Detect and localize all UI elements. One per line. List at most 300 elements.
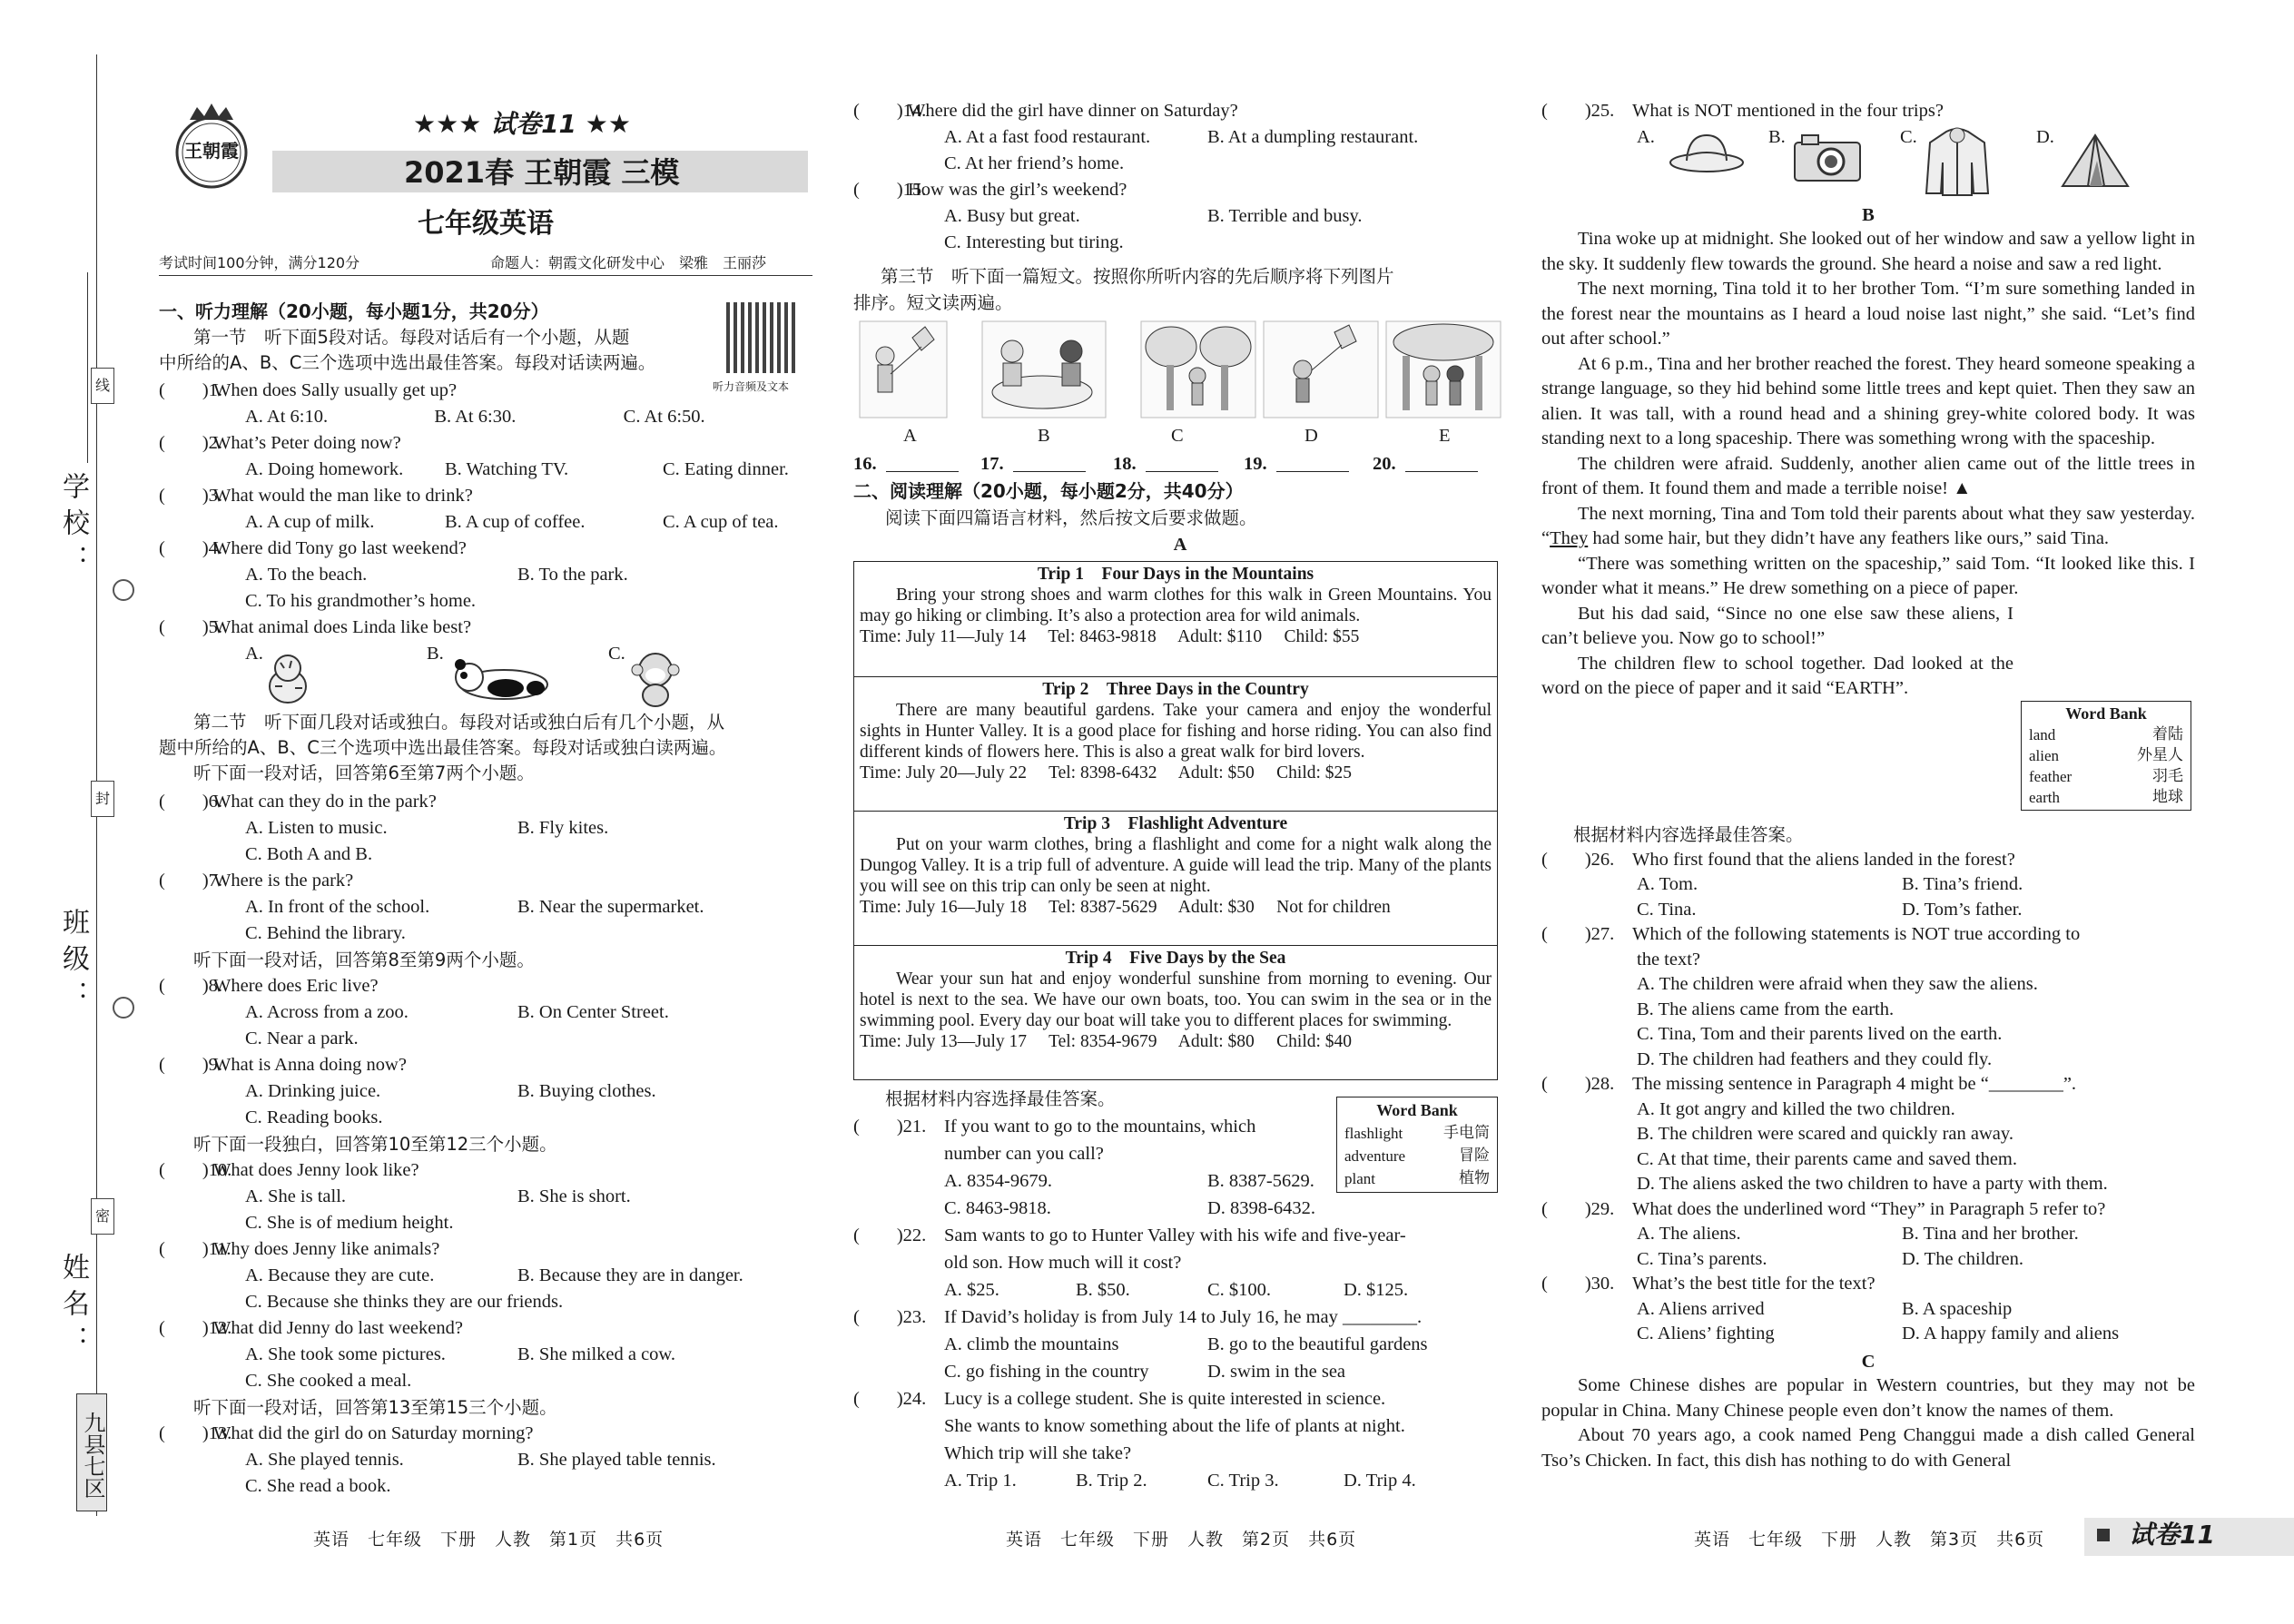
question-3 xyxy=(159,483,812,509)
word-bank-title: Word Bank xyxy=(1376,1101,1458,1119)
question-number: ( )30. xyxy=(1541,1274,1615,1294)
option-b[interactable]: B. Tina and her brother. xyxy=(1902,1224,2079,1244)
meaning: 植物 xyxy=(1459,1169,1490,1187)
question-number: ( )14. xyxy=(853,101,927,121)
option-b[interactable]: B. The aliens came from the earth. xyxy=(1637,999,1895,1019)
options-6c[interactable] xyxy=(159,842,812,868)
question-27 xyxy=(1541,922,2195,948)
option-a[interactable]: A. Because they are cute. xyxy=(245,1265,435,1285)
question-number: ( )1. xyxy=(159,380,223,400)
options-4c[interactable] xyxy=(159,588,812,615)
question-text: Where did Tony go last weekend? xyxy=(213,538,467,558)
options-1[interactable] xyxy=(159,404,812,430)
question-number: ( )24. xyxy=(853,1389,927,1409)
logo xyxy=(159,100,268,191)
part2-title: 二、阅读理解（20小题，每小题2分，共40分） xyxy=(853,480,1244,502)
instruction: 听下面一段对话，回答第8至第9两个小题。 xyxy=(193,950,535,970)
question-text: What animal does Linda like best? xyxy=(213,617,472,637)
word-bank-2 xyxy=(2021,701,2191,811)
option-d[interactable]: D. A happy family and aliens xyxy=(1902,1324,2120,1343)
options-27c[interactable] xyxy=(1541,1022,2195,1048)
tiger-icon xyxy=(261,650,315,706)
question-text: Where does Eric live? xyxy=(213,976,379,996)
exam-title: 2021春 王朝霞 三模 xyxy=(404,155,680,190)
option-b[interactable]: B. xyxy=(1768,127,1786,147)
blank-line[interactable] xyxy=(1013,471,1086,472)
picture-label: D xyxy=(1305,426,1318,446)
option-c[interactable]: C. xyxy=(608,644,625,664)
options-23[interactable] xyxy=(853,1331,1507,1358)
word-row xyxy=(2029,724,2183,745)
option-a[interactable]: A. xyxy=(245,644,263,664)
trip-child: Child: $40 xyxy=(1276,1032,1353,1051)
question-text: What’s Peter doing now? xyxy=(213,433,401,453)
line-mark: 线 xyxy=(91,368,114,404)
question-number: ( )15. xyxy=(853,180,927,200)
question-number: ( )13. xyxy=(159,1423,232,1443)
blank-number: 19. xyxy=(1244,454,1267,474)
trips-box xyxy=(853,561,1498,1080)
option-d[interactable]: D. swim in the sea xyxy=(1207,1362,1346,1382)
options-23cd[interactable] xyxy=(853,1358,1507,1385)
option-c[interactable]: C. Tina, Tom and their parents lived on the earth. xyxy=(1637,1024,2003,1044)
option-d[interactable]: D. The aliens asked the two children to have a party with them. xyxy=(1637,1174,2108,1194)
question-text: Why does Jenny like animals? xyxy=(213,1239,440,1259)
options-9[interactable] xyxy=(159,1078,812,1105)
option-b[interactable]: B. Watching TV. xyxy=(445,459,569,479)
trip-info xyxy=(860,763,1492,783)
option-c[interactable]: C. Near a park. xyxy=(245,1029,359,1048)
qr-code-icon[interactable] xyxy=(726,302,797,373)
option-c[interactable]: C. Aliens’ fighting xyxy=(1637,1324,1775,1343)
options-28a[interactable] xyxy=(1541,1097,2195,1123)
trip-title: Trip 3 Flashlight Adventure xyxy=(1063,814,1288,833)
options-27b[interactable] xyxy=(1541,998,2195,1023)
option-a[interactable]: A. xyxy=(1637,127,1655,147)
option-a[interactable]: A. In front of the school. xyxy=(245,897,430,917)
options-9c[interactable] xyxy=(159,1105,812,1131)
question-number: ( )12. xyxy=(159,1318,232,1338)
option-b[interactable]: B. A cup of coffee. xyxy=(445,512,586,532)
instruction: 听下面一段独白，回答第10至第12三个小题。 xyxy=(193,1134,557,1155)
name-label: 姓名： xyxy=(57,1253,89,1362)
option-b[interactable]: B. Because they are in danger. xyxy=(517,1265,743,1285)
option-a[interactable]: A. At 6:10. xyxy=(245,407,329,427)
options-25[interactable] xyxy=(1541,124,2195,206)
question-24 xyxy=(853,1385,1507,1412)
trip-title: Trip 2 Three Days in the Country xyxy=(1042,680,1309,699)
option-b[interactable]: B. To the park. xyxy=(517,565,628,585)
passage-b xyxy=(1541,227,2195,702)
option-d[interactable]: D. Trip 4. xyxy=(1344,1471,1416,1491)
option-c[interactable]: C. Trip 3. xyxy=(1207,1471,1279,1491)
part1-title: 一、听力理解（20小题，每小题1分，共20分） xyxy=(159,300,549,322)
option-b[interactable]: B. $50. xyxy=(1076,1280,1130,1300)
option-b[interactable]: B. Fly kites. xyxy=(517,818,609,838)
trip-3 xyxy=(854,812,1497,946)
question-text: What does the underlined word “They” in Paragraph 5 refer to? xyxy=(1632,1198,2106,1219)
option-b[interactable]: B. She played table tennis. xyxy=(517,1450,716,1470)
blank-line[interactable] xyxy=(1405,471,1478,472)
option-a[interactable]: A. The children were afraid when they saw the aliens. xyxy=(1637,974,2038,994)
question-5 xyxy=(159,615,812,641)
picture-label: E xyxy=(1439,426,1451,446)
word: feather xyxy=(2029,768,2072,785)
option-c[interactable]: C. Because she thinks they are our friends. xyxy=(245,1292,564,1312)
options-26cd[interactable] xyxy=(1541,898,2195,923)
option-a[interactable]: A. $25. xyxy=(944,1280,999,1300)
trip-tel: Tel: 8463-9818 xyxy=(1048,627,1157,646)
question-number: ( )27. xyxy=(1541,924,1615,944)
picture-c-trees-icon xyxy=(1139,320,1257,419)
option-a[interactable]: A. Busy but great. xyxy=(944,206,1080,226)
question-1 xyxy=(159,378,812,404)
options-7c[interactable] xyxy=(159,920,812,947)
question-text: When does Sally usually get up? xyxy=(213,380,458,400)
tent-icon xyxy=(2059,128,2132,192)
options-12[interactable] xyxy=(159,1342,812,1368)
question-text: How was the girl’s weekend? xyxy=(908,180,1127,200)
coat-icon xyxy=(1921,126,1994,199)
footer-page-1: 英语 七年级 下册 人教 第1页 共6页 xyxy=(313,1530,665,1550)
class-label: 班级： xyxy=(57,908,89,1017)
question-2 xyxy=(159,430,812,457)
question-25 xyxy=(1541,98,2195,206)
option-b[interactable]: B. She is short. xyxy=(517,1186,631,1206)
options-21cd[interactable] xyxy=(853,1195,1507,1222)
options-8[interactable] xyxy=(159,999,812,1026)
option-a[interactable]: A. Listen to music. xyxy=(245,818,388,838)
options-14c[interactable] xyxy=(853,151,1507,177)
monkey-icon xyxy=(626,648,684,708)
question-number: ( )7. xyxy=(159,871,223,891)
options-30[interactable] xyxy=(1541,1297,2195,1323)
option-b[interactable]: B. Trip 2. xyxy=(1076,1471,1147,1491)
blank-line[interactable] xyxy=(886,471,959,472)
divider xyxy=(159,275,812,276)
options-28c[interactable] xyxy=(1541,1147,2195,1173)
word: alien xyxy=(2029,747,2060,764)
option-c[interactable]: C. At that time, their parents came and saved them. xyxy=(1637,1148,2017,1169)
option-d[interactable]: D. 8398-6432. xyxy=(1207,1198,1316,1218)
picture-label: A xyxy=(903,426,917,446)
options-30cd[interactable] xyxy=(1541,1322,2195,1347)
picture-a-kite-icon xyxy=(858,320,949,419)
trip-adult: Adult: $110 xyxy=(1177,627,1263,646)
option-c[interactable]: C. xyxy=(1900,127,1917,147)
options-15[interactable] xyxy=(853,203,1507,230)
instruction: 听下面一段对话，回答第6至第7两个小题。 xyxy=(193,763,535,783)
blank-line[interactable] xyxy=(1276,471,1349,472)
option-b[interactable]: B. Near the supermarket. xyxy=(517,897,704,917)
paragraph: Some Chinese dishes are popular in Western countries, but they may not be popular in China. Many Chinese people even don’t know the names of them. xyxy=(1541,1375,2195,1421)
q6-9-list xyxy=(159,789,812,1500)
question-6 xyxy=(159,789,812,815)
option-d[interactable]: D. xyxy=(2036,127,2054,147)
footer-paper-number: 试卷11 xyxy=(2129,1520,2215,1550)
question-30 xyxy=(1541,1272,2195,1297)
option-a[interactable]: A. She is tall. xyxy=(245,1186,347,1206)
paper-number: ★★★ 试卷11 ★★ xyxy=(413,109,631,139)
paragraph: About 70 years ago, a cook named Peng Changgui made a dish called General Tso’s Chicken. In fact, this dish has nothing to do with General xyxy=(1541,1425,2195,1471)
question-number: ( )8. xyxy=(159,976,223,996)
option-b[interactable]: B. At a dumpling restaurant. xyxy=(1207,127,1419,147)
option-d[interactable]: D. $125. xyxy=(1344,1280,1409,1300)
options-5[interactable] xyxy=(159,641,812,714)
exam-time: 考试时间100分钟，满分120分 xyxy=(159,254,360,271)
choose-instruction: 根据材料内容选择最佳答案。 xyxy=(885,1088,1116,1109)
trip-body: Bring your strong shoes and warm clothes for this walk in Green Mountains. You may go hiking or climbing. It’s also a protection area for wild animals. xyxy=(860,586,1492,625)
sequence-pictures xyxy=(853,320,1507,427)
section-text: 排序。短文读两遍。 xyxy=(853,292,1013,313)
option-c[interactable]: C. To his grandmother’s home. xyxy=(245,591,477,611)
option-b[interactable]: B. The children were scared and quickly ran away. xyxy=(1637,1124,2013,1144)
question-number: ( )23. xyxy=(853,1307,927,1327)
options-28d[interactable] xyxy=(1541,1172,2195,1197)
option-a[interactable]: A. She played tennis. xyxy=(245,1450,404,1470)
options-6[interactable] xyxy=(159,815,812,842)
option-a[interactable]: A. Doing homework. xyxy=(245,459,404,479)
option-a[interactable]: A. Tom. xyxy=(1637,874,1698,894)
option-b[interactable]: B. Tina’s friend. xyxy=(1902,874,2023,894)
options-22[interactable] xyxy=(853,1276,1507,1304)
question-text: Lucy is a college student. She is quite interested in science. xyxy=(944,1389,1386,1409)
option-d[interactable]: D. Tom’s father. xyxy=(1902,899,2023,920)
trip-title: Trip 4 Five Days by the Sea xyxy=(1065,949,1286,968)
authors: 命题人：朝霞文化研发中心 梁雅 王丽莎 xyxy=(490,254,767,271)
option-c[interactable]: C. Both A and B. xyxy=(245,844,373,864)
options-8c[interactable] xyxy=(159,1026,812,1052)
options-4[interactable] xyxy=(159,562,812,588)
question-7 xyxy=(159,868,812,894)
option-d[interactable]: D. The children. xyxy=(1902,1248,2023,1269)
option-b[interactable]: B. xyxy=(427,644,444,664)
option-c[interactable]: C. Tina. xyxy=(1637,899,1697,920)
options-12c[interactable] xyxy=(159,1368,812,1394)
option-a[interactable]: A. climb the mountains xyxy=(944,1334,1119,1354)
option-a[interactable]: A. A cup of milk. xyxy=(245,512,375,532)
options-27a[interactable] xyxy=(1541,972,2195,998)
option-b[interactable]: B. She milked a cow. xyxy=(517,1344,676,1364)
option-b[interactable]: B. Terrible and busy. xyxy=(1207,206,1363,226)
paragraph: At 6 p.m., Tina and her brother reached the forest. They heard someone speaking a strange language, so they hid behind some little trees and kept quiet. Then they saw an alien. It was tall, with a round head and a shining grey-white colored body. It was standing next to a long spaceship. There was something wrong with the spaceship. xyxy=(1541,353,2195,448)
q21-24-list xyxy=(853,1113,1507,1494)
question-number: ( )29. xyxy=(1541,1198,1615,1219)
options-13[interactable] xyxy=(159,1447,812,1473)
options-10c[interactable] xyxy=(159,1210,812,1236)
question-text-cont: old son. How much will it cost? xyxy=(944,1253,1182,1273)
question-text: What is Anna doing now? xyxy=(213,1055,407,1075)
options-11c[interactable] xyxy=(159,1289,812,1315)
question-number: ( )21. xyxy=(853,1117,927,1137)
word-row xyxy=(2029,766,2183,787)
section-text: 题中所给的A、B、C三个选项中选出最佳答案。每段对话或独白读两遍。 xyxy=(159,737,727,758)
question-number: ( )5. xyxy=(159,617,223,637)
question-text: What can they do in the park? xyxy=(213,792,437,812)
option-a[interactable]: A. It got angry and killed the two children. xyxy=(1637,1098,1955,1119)
options-29cd[interactable] xyxy=(1541,1247,2195,1273)
option-c[interactable]: C. go fishing in the country xyxy=(944,1362,1149,1382)
sun-hat-icon xyxy=(1669,130,1745,175)
option-c[interactable]: C. 8463-9818. xyxy=(944,1198,1051,1218)
option-a[interactable]: A. Across from a zoo. xyxy=(245,1002,409,1022)
option-b[interactable]: B. 8387-5629. xyxy=(1207,1171,1314,1191)
options-26[interactable] xyxy=(1541,872,2195,898)
meaning: 着陆 xyxy=(2152,725,2183,743)
option-c[interactable]: C. She is of medium height. xyxy=(245,1213,454,1233)
options-27d[interactable] xyxy=(1541,1048,2195,1073)
school-blank xyxy=(87,272,88,463)
binding-hole-icon xyxy=(113,997,134,1019)
question-12 xyxy=(159,1315,812,1342)
word: plant xyxy=(1344,1170,1375,1187)
passage-a-label: A xyxy=(1173,535,1187,555)
trip-tel: Tel: 8398-6432 xyxy=(1049,763,1157,782)
question-text-cont: She wants to know something about the life of plants at night. xyxy=(944,1416,1405,1436)
trip-time: Time: July 20—July 22 xyxy=(860,763,1028,782)
secret-mark: 密 xyxy=(91,1198,114,1235)
question-text-cont: the text? xyxy=(1637,949,1701,969)
option-b[interactable]: B. A spaceship xyxy=(1902,1298,2013,1319)
picture-b-picnic-icon xyxy=(980,320,1108,419)
paragraph: But his dad said, “Since no one else saw these aliens, I can’t believe you. Now go to school!” xyxy=(1541,603,2013,648)
options-29[interactable] xyxy=(1541,1222,2195,1247)
option-a[interactable]: A. She took some pictures. xyxy=(245,1344,446,1364)
option-a[interactable]: A. 8354-9679. xyxy=(944,1171,1053,1191)
part1-section1 xyxy=(159,325,722,376)
trip-child: Child: $55 xyxy=(1284,627,1360,646)
option-c[interactable]: C. Reading books. xyxy=(245,1107,383,1127)
question-text: What’s the best title for the text? xyxy=(1632,1274,1876,1294)
option-b[interactable]: B. go to the beautiful gardens xyxy=(1207,1334,1428,1354)
logo-text: 王朝霞 xyxy=(184,140,239,162)
option-c[interactable]: C. $100. xyxy=(1207,1280,1272,1300)
question-26 xyxy=(1541,848,2195,873)
binding-hole-icon xyxy=(113,579,134,601)
options-7[interactable] xyxy=(159,894,812,920)
trip-time: Time: July 13—July 17 xyxy=(860,1032,1028,1051)
word: land xyxy=(2029,726,2056,743)
question-text: If you want to go to the mountains, which xyxy=(944,1117,1256,1137)
option-a[interactable]: A. Drinking juice. xyxy=(245,1081,381,1101)
question-text: What would the man like to drink? xyxy=(213,486,473,506)
question-text: Sam wants to go to Hunter Valley with his wife and five-year- xyxy=(944,1225,1406,1245)
option-a[interactable]: A. Trip 1. xyxy=(944,1471,1017,1491)
trip-tel: Tel: 8354-9679 xyxy=(1049,1032,1157,1051)
trip-time: Time: July 16—July 18 xyxy=(860,898,1028,917)
question-number: ( )6. xyxy=(159,792,223,812)
question-9 xyxy=(159,1052,812,1078)
options-14[interactable] xyxy=(853,124,1507,151)
options-15c[interactable] xyxy=(853,230,1507,256)
paragraph: The next morning, Tina and Tom told their parents about what they saw yesterday. “They had some hair, but they didn’t have any feathers like ours,” said Tina. xyxy=(1541,503,2195,548)
q14-15-list xyxy=(853,98,1507,256)
question-25-text xyxy=(1541,98,2195,124)
question-text: Where did the girl have dinner on Saturday? xyxy=(908,101,1238,121)
subject-title: 七年级英语 xyxy=(418,208,554,240)
picture-label: B xyxy=(1038,426,1050,446)
option-c[interactable]: C. At her friend’s home. xyxy=(944,153,1125,173)
option-a[interactable]: A. Aliens arrived xyxy=(1637,1298,1765,1319)
word-row xyxy=(2029,787,2183,808)
passage-c xyxy=(1541,1373,2195,1473)
question-text: Which of the following statements is NOT true according to xyxy=(1632,924,2081,944)
trip-adult: Adult: $30 xyxy=(1177,898,1255,917)
option-b[interactable]: B. On Center Street. xyxy=(517,1002,669,1022)
paragraph: The children flew to school together. Dad looked at the word on the piece of paper and it said “EARTH”. xyxy=(1541,653,2013,698)
blank-number: 18. xyxy=(1113,454,1137,474)
trip-time: Time: July 11—July 14 xyxy=(860,627,1027,646)
option-d[interactable]: D. The children had feathers and they could fly. xyxy=(1637,1048,1993,1069)
option-a[interactable]: A. The aliens. xyxy=(1637,1224,1741,1244)
options-10[interactable] xyxy=(159,1184,812,1210)
question-number: ( )28. xyxy=(1541,1074,1615,1094)
option-c[interactable]: C. She read a book. xyxy=(245,1476,391,1496)
question-number: ( )22. xyxy=(853,1225,927,1245)
question-text: If David’s holiday is from July 14 to July 16, he may ________. xyxy=(944,1307,1423,1327)
trip-info xyxy=(860,1031,1492,1052)
option-c[interactable]: C. She cooked a meal. xyxy=(245,1371,412,1391)
option-a[interactable]: A. To the beach. xyxy=(245,565,368,585)
section-text: 第一节 听下面5段对话。每段对话后有一个小题，从题 xyxy=(193,327,630,348)
options-13c[interactable] xyxy=(159,1473,812,1500)
part2-intro: 阅读下面四篇语言材料，然后按文后要求做题。 xyxy=(885,507,1257,528)
paragraph: “There was something written on the spaceship,” said Tom. “It looked like this. I wonder what it means.” He drew something on a piece of paper. xyxy=(1541,553,2195,598)
question-22 xyxy=(853,1222,1507,1249)
meaning: 外星人 xyxy=(2137,746,2183,764)
word: flashlight xyxy=(1344,1125,1403,1142)
paragraph: Tina woke up at midnight. She looked out of her window and saw a yellow light in the sky. It suddenly flew towards the ground. She heard a noise and saw a red light. xyxy=(1541,229,2195,274)
trip-body: Put on your warm clothes, bring a flashlight and come for a night walk along the Dungog Valley. It is a trip full of adventure. A guide will lead the trip. Many of the plants you will see on this trip can only be seen at night. xyxy=(860,835,1492,896)
options-11[interactable] xyxy=(159,1263,812,1289)
word-bank-title: Word Bank xyxy=(2065,704,2147,723)
question-4 xyxy=(159,536,812,562)
section-text: 第三节 听下面一篇短文。按照你所听内容的先后顺序将下列图片 xyxy=(881,266,1394,287)
binding-margin xyxy=(0,0,127,1624)
blank-line[interactable] xyxy=(1146,471,1218,472)
option-b[interactable]: B. Buying clothes. xyxy=(517,1081,656,1101)
option-c[interactable]: C. Tina’s parents. xyxy=(1637,1248,1767,1269)
options-21[interactable] xyxy=(853,1167,1507,1195)
option-c[interactable]: C. Interesting but tiring. xyxy=(944,232,1124,252)
option-c[interactable]: C. At 6:50. xyxy=(623,407,705,427)
trip-body: There are many beautiful gardens. Take your camera and enjoy the wonderful sights in Hunter Valley. It is a good place for fishing and horse riding. You can also find different kinds of flowers here. This is also a great walk for bird lovers. xyxy=(860,701,1492,762)
options-2[interactable] xyxy=(159,457,812,483)
question-number: ( )4. xyxy=(159,538,223,558)
question-number: ( )11. xyxy=(159,1239,231,1259)
option-b[interactable]: B. At 6:30. xyxy=(434,407,517,427)
options-3[interactable] xyxy=(159,509,812,536)
options-24[interactable] xyxy=(853,1467,1507,1494)
option-c[interactable]: C. A cup of tea. xyxy=(663,512,779,532)
qr-caption: 听力音频及文本 xyxy=(713,380,790,393)
question-text: What does Jenny look like? xyxy=(213,1160,419,1180)
option-c[interactable]: C. Eating dinner. xyxy=(663,459,789,479)
option-a[interactable]: A. At a fast food restaurant. xyxy=(944,127,1151,147)
trip-child: Not for children xyxy=(1276,898,1391,917)
choose-instruction: 根据材料内容选择最佳答案。 xyxy=(1573,824,1804,845)
answer-blanks xyxy=(853,451,1507,478)
question-text: Where is the park? xyxy=(213,871,354,891)
question-text: What did Jenny do last weekend? xyxy=(213,1318,463,1338)
option-c[interactable]: C. Behind the library. xyxy=(245,923,406,943)
picture-d-boy-kite-icon xyxy=(1262,320,1380,419)
panda-icon xyxy=(449,657,549,703)
word: adventure xyxy=(1344,1147,1406,1165)
word-row xyxy=(2029,745,2183,766)
options-28b[interactable] xyxy=(1541,1122,2195,1147)
q26-30-list xyxy=(1541,822,2195,1347)
